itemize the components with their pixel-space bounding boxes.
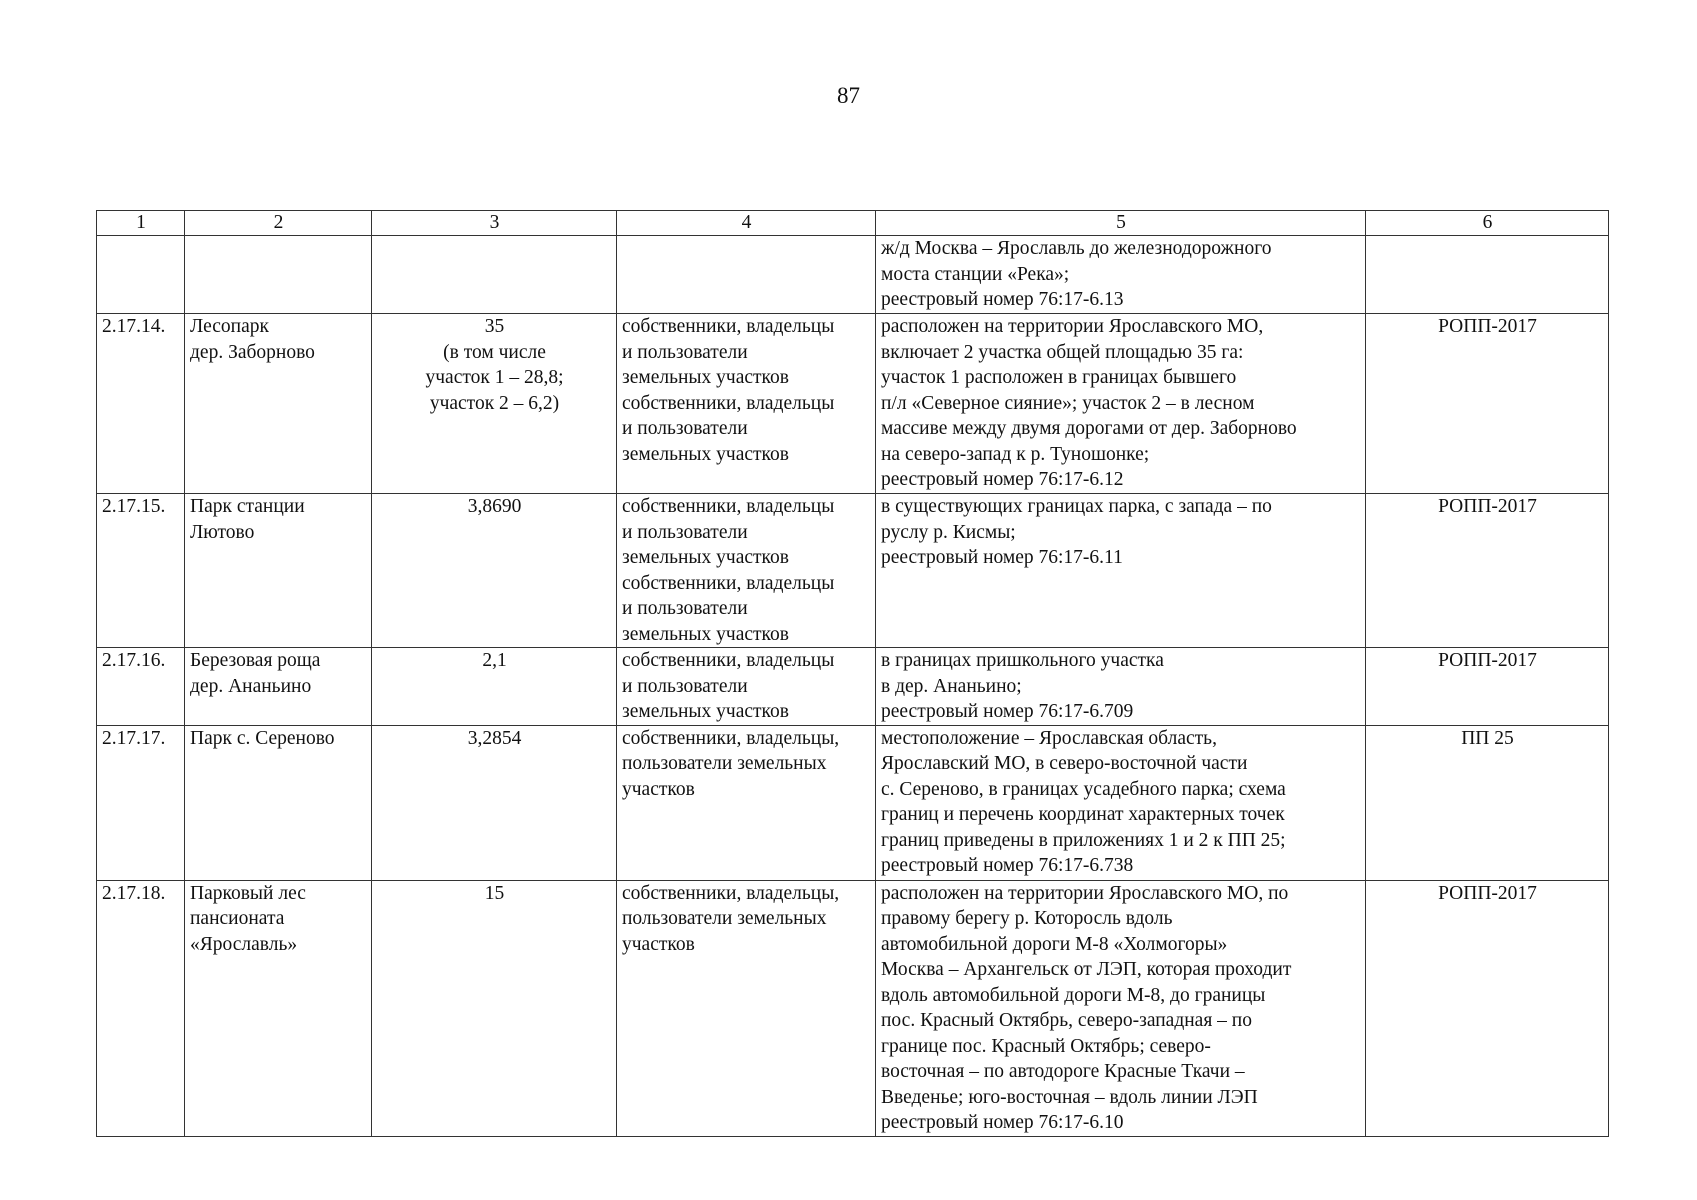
area-value bbox=[372, 236, 617, 314]
row-number: 2.17.18. bbox=[97, 880, 185, 1136]
object-name: Парк с. Сереново bbox=[185, 725, 372, 880]
owners-text: собственники, владельцы и пользователи земельных участков bbox=[617, 648, 876, 726]
area-value: 3,8690 bbox=[372, 494, 617, 648]
description-text: расположен на территории Ярославского МО, по правому берегу р. Которосль вдоль автомобильной дороги М-8 «Холмогоры» Москва – Архангельск от ЛЭП, которая проходит вдоль автомобильной дороги М-8, до границы пос. Красный Октябрь, северо-западная – по границе пос. Красный Октябрь; северо- восточная – по автодороге Красные Ткачи – Введенье; юго-восточная – вдоль линии ЛЭП реестровый номер 76:17-6.10 bbox=[876, 880, 1366, 1136]
area-value: 3,2854 bbox=[372, 725, 617, 880]
table-row bbox=[97, 648, 1609, 726]
row-number bbox=[97, 236, 185, 314]
row-number: 2.17.17. bbox=[97, 725, 185, 880]
area-value: 2,1 bbox=[372, 648, 617, 726]
description-text: в границах пришкольного участка в дер. Ананьино; реестровый номер 76:17-6.709 bbox=[876, 648, 1366, 726]
object-name bbox=[185, 236, 372, 314]
row-number: 2.17.16. bbox=[97, 648, 185, 726]
row-number: 2.17.14. bbox=[97, 314, 185, 494]
table-row bbox=[97, 236, 1609, 314]
document-ref: РОПП-2017 bbox=[1366, 494, 1609, 648]
object-name: Лесопарк дер. Заборново bbox=[185, 314, 372, 494]
column-header: 2 bbox=[185, 211, 372, 236]
owners-text: собственники, владельцы, пользователи земельных участков bbox=[617, 725, 876, 880]
owners-text: собственники, владельцы, пользователи земельных участков bbox=[617, 880, 876, 1136]
description-text: в существующих границах парка, с запада – по руслу р. Кисмы; реестровый номер 76:17-6.11 bbox=[876, 494, 1366, 648]
table-row bbox=[97, 725, 1609, 880]
table-row bbox=[97, 314, 1609, 494]
document-ref: РОПП-2017 bbox=[1366, 880, 1609, 1136]
page-number: 87 bbox=[837, 83, 860, 108]
protected-areas-table bbox=[96, 210, 1609, 1137]
row-number: 2.17.15. bbox=[97, 494, 185, 648]
description-text: ж/д Москва – Ярославль до железнодорожного моста станции «Река»; реестровый номер 76:17-6.13 bbox=[876, 236, 1366, 314]
table-row bbox=[97, 494, 1609, 648]
owners-text: собственники, владельцы и пользователи земельных участков собственники, владельцы и пользователи земельных участков bbox=[617, 314, 876, 494]
document-ref: РОПП-2017 bbox=[1366, 648, 1609, 726]
document-ref bbox=[1366, 236, 1609, 314]
area-value: 15 bbox=[372, 880, 617, 1136]
table-header-row bbox=[97, 211, 1609, 236]
column-header: 1 bbox=[97, 211, 185, 236]
object-name: Березовая роща дер. Ананьино bbox=[185, 648, 372, 726]
description-text: расположен на территории Ярославского МО, включает 2 участка общей площадью 35 га: участок 1 расположен в границах бывшего п/л «Северное сияние»; участок 2 – в лесном массиве между двумя дорогами от дер. Заборново на северо-запад к р. Туношонке; реестровый номер 76:17-6.12 bbox=[876, 314, 1366, 494]
column-header: 4 bbox=[617, 211, 876, 236]
document-ref: РОПП-2017 bbox=[1366, 314, 1609, 494]
object-name: Парковый лес пансионата «Ярославль» bbox=[185, 880, 372, 1136]
column-header: 3 bbox=[372, 211, 617, 236]
column-header: 6 bbox=[1366, 211, 1609, 236]
table-row bbox=[97, 880, 1609, 1136]
column-header: 5 bbox=[876, 211, 1366, 236]
object-name: Парк станции Лютово bbox=[185, 494, 372, 648]
owners-text: собственники, владельцы и пользователи земельных участков собственники, владельцы и пользователи земельных участков bbox=[617, 494, 876, 648]
description-text: местоположение – Ярославская область, Ярославский МО, в северо-восточной части с. Сереново, в границах усадебного парка; схема границ и перечень координат характерных точек границ приведены в приложениях 1 и 2 к ПП 25; реестровый номер 76:17-6.738 bbox=[876, 725, 1366, 880]
document-ref: ПП 25 bbox=[1366, 725, 1609, 880]
area-value: 35 (в том числе участок 1 – 28,8; участок 2 – 6,2) bbox=[372, 314, 617, 494]
owners-text bbox=[617, 236, 876, 314]
